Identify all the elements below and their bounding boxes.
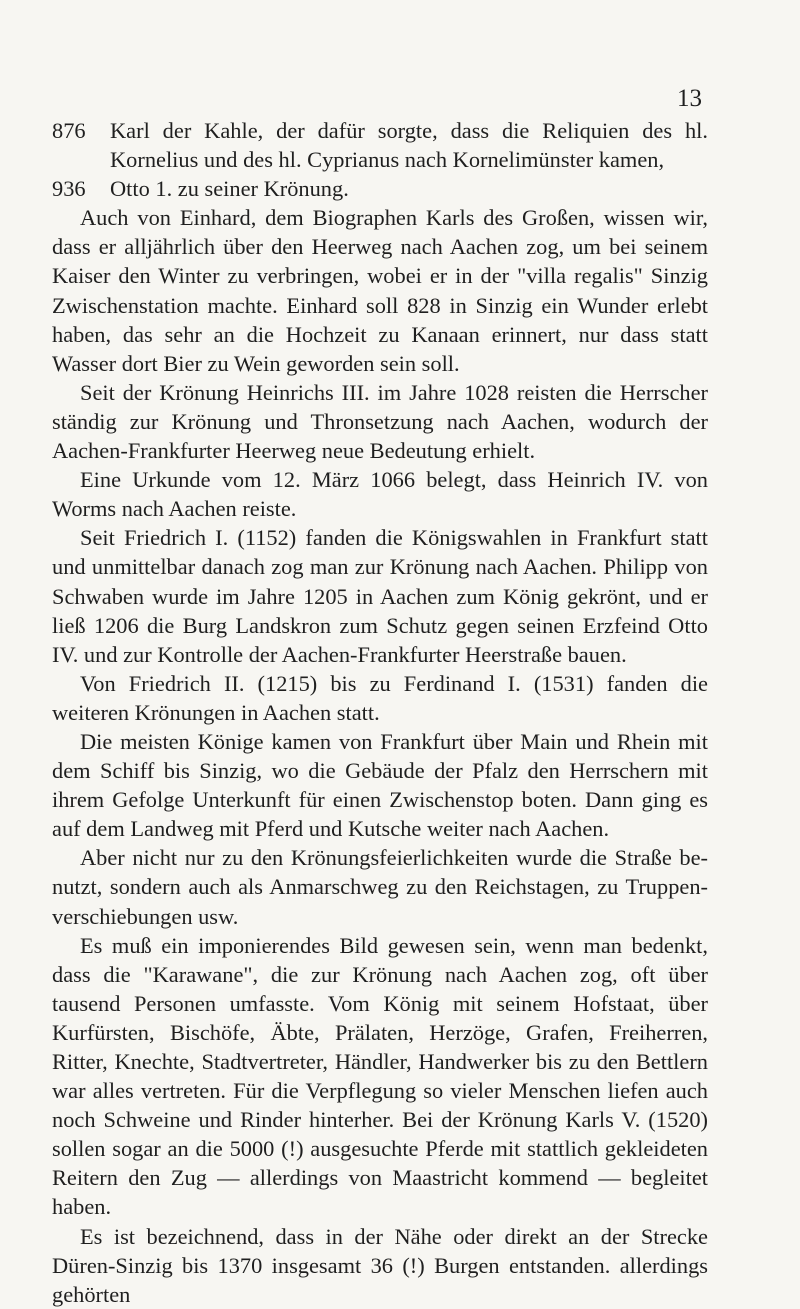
body-text (52, 116, 708, 1309)
paragraph: Die meisten Könige kamen von Frankfurt über Main und Rhein mit dem Schiff bis Sinzig, wo die Gebäude der Pfalz den Herrschern mit ihrem Gefolge Unterkunft für einen Zwischenstop boten. Dann ging es auf dem Landweg mit Pferd und Kutsche weiter nach Aachen. (52, 728, 708, 842)
paragraph: Es muß ein imponierendes Bild gewesen sein, wenn man bedenkt, dass die "Karawane", die zur Krönung nach Aachen zog, oft über tausend Personen umfasste. Vom König mit seinem Hofstaat, über Kurfürsten, Bischöfe, Äbte, Prälaten, Herzöge, Grafen, Freiherren, Ritter, Knechte, Stadtvertreter, Händler, Handwerker bis zu den Bettlern war alles vertreten. Für die Verpflegung so vieler Menschen liefen auch noch Schweine und Rinder hinterher. Bei der Krönung Karls V. (1520) sollen sogar an die 5000 (!) ausgesuchte Pferde mit stattlich gekleideten Reitern den Zug — allerdings von Maastricht kommend — begleitet haben. (52, 932, 708, 1220)
paragraph: Seit der Krönung Heinrichs III. im Jahre 1028 reisten die Herrscher ständig zur Krönung und Thronsetzung nach Aachen, wodurch der Aachen-Frankfurter Heerweg neue Bedeutung erhielt. (52, 379, 708, 464)
chronology-year: 936 (52, 176, 86, 202)
chronology-text: Otto 1. zu seiner Krönung. (110, 176, 349, 202)
chronology-year: 876 (52, 118, 86, 143)
paragraph: Es ist bezeichnend, dass in der Nähe oder direkt an der Strecke Düren-Sinzig bis 1370 insgesamt 36 (!) Burgen entstanden. allerdings gehörten (52, 1223, 708, 1307)
chronology-text: Karl der Kahle, der dafür sorgte, dass die Reliquien des hl. Kornelius und des hl. Cyprianus nach Kornelimünster kamen, (110, 118, 708, 173)
paragraph: Von Friedrich II. (1215) bis zu Ferdinand I. (1531) fanden die weiteren Krönungen in Aachen statt. (52, 670, 708, 725)
paragraph: Eine Urkunde vom 12. März 1066 belegt, dass Heinrich IV. von Worms nach Aachen reiste. (52, 467, 708, 522)
paragraph: Auch von Einhard, dem Biographen Karls des Großen, wissen wir, dass er alljährlich über den Heerweg nach Aachen zog, um bei seinem Kaiser den Winter zu verbringen, wobei er in der "villa regalis" Sinzig Zwischenstation machte. Einhard soll 828 in Sinzig ein Wunder erlebt haben, das sehr an die Hochzeit zu Kanaan erinnert, nur dass statt Wasser dort Bier zu Wein geworden sein soll. (52, 205, 708, 376)
chronology-entry (52, 174, 708, 203)
page-number: 13 (677, 85, 702, 112)
chronology-entry (52, 116, 708, 174)
paragraph: Aber nicht nur zu den Krönungsfeierlichkeiten wurde die Straße benutzt, sondern auch als Anmarschweg zu den Reichstagen, zu Truppenverschiebungen usw. (52, 845, 708, 929)
paragraph: Seit Friedrich I. (1152) fanden die Königswahlen in Frankfurt statt und unmittelbar danach zog man zur Krönung nach Aachen. Philipp von Schwaben wurde im Jahre 1205 in Aachen zum König gekrönt, und er ließ 1206 die Burg Landskron zum Schutz gegen seinen Erzfeind Otto IV. und zur Kontrolle der Aachen-Frankfurter Heerstraße bauen. (52, 525, 708, 667)
